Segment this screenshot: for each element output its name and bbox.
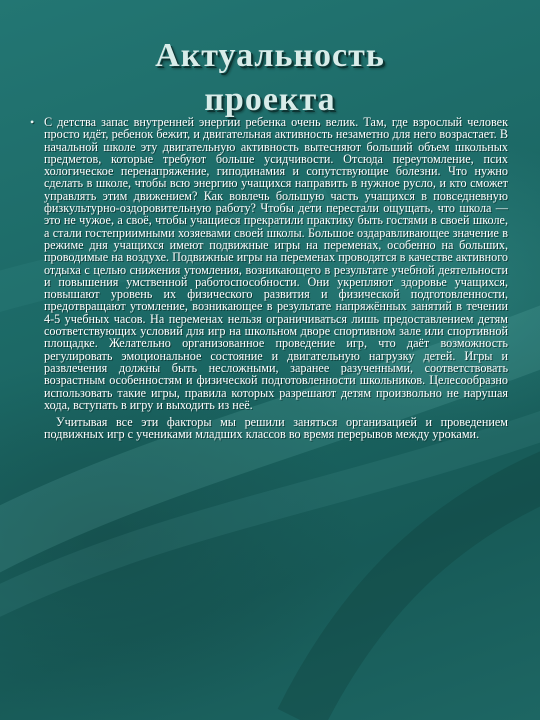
slide-body bbox=[30, 116, 508, 441]
slide-title-line-1: Актуальность bbox=[155, 37, 385, 74]
bullet-icon: • bbox=[30, 115, 35, 129]
conclusion-paragraph: Учитывая все эти факторы мы решили заняться организацией и проведением подвижных игр с учениками младших классов во время перерывов между уроками. bbox=[44, 415, 508, 442]
slide-title bbox=[0, 34, 540, 122]
bullet-paragraph bbox=[30, 116, 508, 411]
slide-title-line-2: проекта bbox=[204, 81, 336, 118]
paragraph-1-text: С детства запас внутренней энергии ребенка очень велик. Там, где взрослый человек просто идёт, ребенок бежит, и двигательная активность незаметно для него возрастает. В начальной школе эту двигательную активность вытесняют больший объем школьных предметов, которые требуют больше усидчивости. Отсюда переутомление, псих хологическое перенапряжение, гиподинамия и сопутствующие болезни. Что нужно сделать в школе, чтобы всю энергию учащихся направить в нужное русло, и кто сможет управлять этим движением? Как вовлечь большую часть учащихся в повседневную физкультурно-оздоровительную работу? Чтобы дети перестали ощущать, что школа — это не чужое, а своё, чтобы учащиеся прекратили практику быть гостями в своей школе, а стали гостеприимными хозяевами своей школы. Большое оздаравливающее значение в режиме дня учащихся имеют подвижные игры на переменах, особенно на больших, проводимые на воздухе. Подвижные игры на переменах проводятся в качестве активного отдыха с целью снижения утомления, возникающего в результате учебной деятельности и повышения умственной работоспособности. Они укрепляют здоровье учащихся, повышают уровень их физического развития и физической подготовленности, предотвращают утомление, возникающее в результате напряжённых занятий в течении 4-5 учебных часов. На переменах нельзя ограничиваться лишь предоставлением детям соответствующих условий для игр на школьном дворе спортивном зале или спортивной площадке. Желательно организованное проведение игр, что даёт возможность регулировать эмоциональное состояние и двигательную нагрузку детей. Игры и развлечения должны быть несложными, заранее разученными, соответствовать возрастным особенностям и физической подготовленности школьников. Целесообразно использовать такие игры, правила которых разрешают детям произвольно не нарушая хода, вступать в игру и выходить из неё. bbox=[44, 115, 509, 412]
